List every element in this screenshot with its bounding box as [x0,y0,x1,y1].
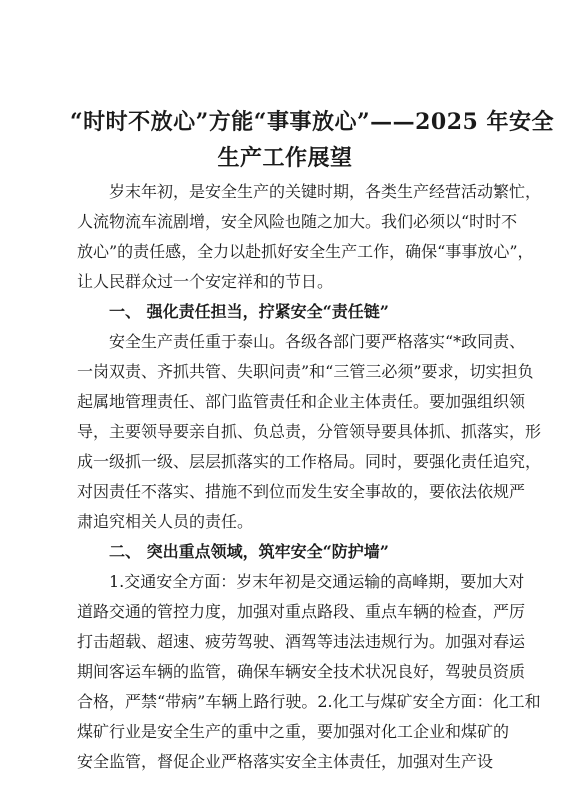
body-text-line: 道路交通的管控力度，加强对重点路段、重点车辆的检查，严厉 [77,602,526,621]
body-text-line: 起属地管理责任、部门监管责任和企业主体责任。要加强组织领 [77,392,526,411]
body-text-line: 成一级抓一级、层层抓落实的工作格局。同时，要强化责任追究， [77,452,542,471]
section-heading-2: 二、 突出重点领域，筑牢安全“防护墙” [109,542,389,561]
body-text-line: 煤矿行业是安全生产的重中之重，要加强对化工企业和煤矿的 [77,722,510,741]
body-text-line: 人流物流车流剧增，安全风险也随之加大。我们必须以“时时不 [77,212,518,231]
body-text-line: 对因责任不落实、措施不到位而发生安全事故的，要依法依规严 [77,482,526,501]
body-text-line: 放心”的责任感，全力以赴抓好安全生产工作，确保“事事放心”， [77,242,534,261]
body-text-line: 岁末年初，是安全生产的关键时期，各类生产经营活动繁忙， [109,182,542,201]
body-text-line: 期间客运车辆的监管，确保车辆安全技术状况良好，驾驶员资质 [77,662,526,681]
body-text-line: 一岗双责、齐抓共管、失职问责”和“三管三必须”要求，切实担负 [77,362,534,381]
document-title-line-1: “时时不放心”方能“事事放心”——2025 年安全 [70,109,555,135]
body-text-line: 合格，严禁“带病”车辆上路行驶。2.化工与煤矿安全方面：化工和 [77,692,541,711]
body-text-line: 打击超载、超速、疲劳驾驶、酒驾等违法违规行为。加强对春运 [77,632,526,651]
body-text-line: 导，主要领导要亲自抓、负总责，分管领导要具体抓、抓落实，形 [77,422,542,441]
body-text-line: 安全生产责任重于泰山。各级各部门要严格落实“*政同责、 [109,332,526,351]
body-text-line: 安全监管，督促企业严格落实安全主体责任，加强对生产设 [77,752,494,771]
section-heading-1: 一、 强化责任担当，拧紧安全“责任链” [109,302,389,321]
document-title-line-2: 生产工作展望 [217,145,353,171]
body-text-line: 肃追究相关人员的责任。 [77,512,254,531]
body-text-line: 1.交通安全方面：岁末年初是交通运输的高峰期，要加大对 [109,572,525,591]
body-text-line: 让人民群众过一个安定祥和的节日。 [77,272,334,291]
